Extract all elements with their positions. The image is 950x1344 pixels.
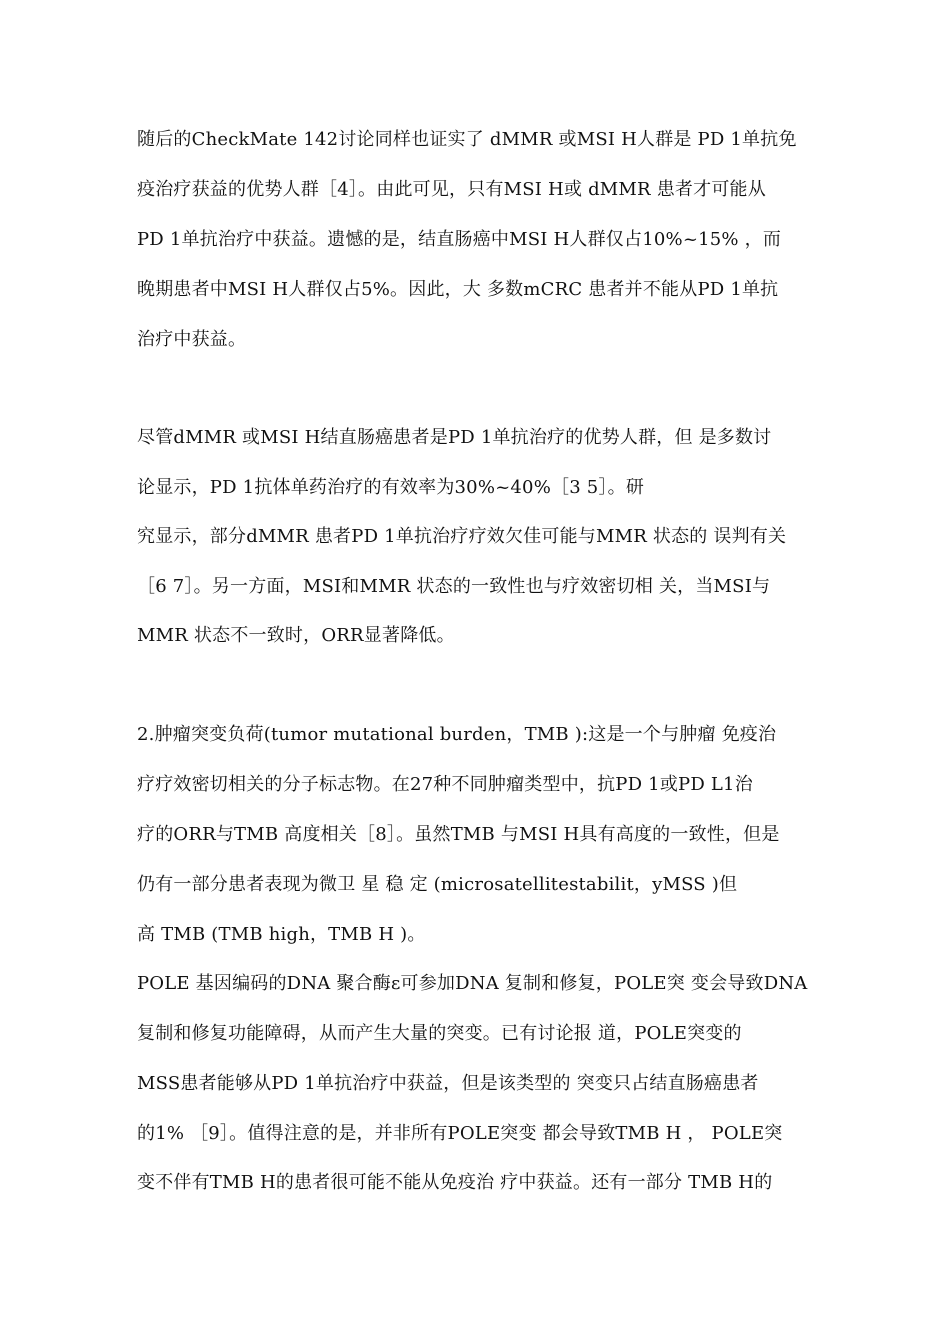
p4-line-3: MSS患者能够从PD 1单抗治疗中获益，但是该类型的 突变只占结直肠癌患者	[137, 1073, 759, 1094]
p4-line-5: 变不伴有TMB H的患者很可能不能从免疫治 疗中获益。还有一部分 TMB H的	[137, 1172, 773, 1193]
p3-line-5: 高 TMB (TMB high，TMB H )。	[137, 924, 426, 945]
p1-line-4: 晚期患者中MSI H人群仅占5%。因此，大 多数mCRC 患者并不能从PD 1单抗	[137, 279, 779, 300]
p2-line-4: ［6 7］。另一方面，MSI和MMR 状态的一致性也与疗效密切相 关，当MSI与	[137, 576, 771, 597]
p2-line-2: 论显示，PD 1抗体单药治疗的有效率为30%~40%［3 5］。研	[137, 477, 645, 498]
p4-line-2: 复制和修复功能障碍，从而产生大量的突变。已有讨论报 道，POLE突变的	[137, 1023, 742, 1044]
p3-line-2: 疗疗效密切相关的分子标志物。在27种不同肿瘤类型中，抗PD 1或PD L1治	[137, 774, 753, 795]
p1-line-2: 疫治疗获益的优势人群［4］。由此可见，只有MSI H或 dMMR 患者才可能从	[137, 179, 766, 200]
p1-line-5: 治疗中获益。	[137, 329, 247, 350]
p1-line-3: PD 1单抗治疗中获益。遗憾的是，结直肠癌中MSI H人群仅占10%~15% ，而	[137, 229, 782, 250]
p1-line-1: 随后的CheckMate 142讨论同样也证实了 dMMR 或MSI H人群是 PD 1单抗免	[137, 129, 797, 150]
p2-line-1: 尽管dMMR 或MSI H结直肠癌患者是PD 1单抗治疗的优势人群，但 是多数讨	[137, 427, 772, 448]
p4-line-4: 的1% ［9］。值得注意的是，并非所有POLE突变 都会导致TMB H ， POLE突	[137, 1123, 783, 1144]
p3-line-3: 疗的ORR与TMB 高度相关［8］。虽然TMB 与MSI H具有高度的一致性，但是	[137, 824, 780, 845]
p2-line-3: 究显示，部分dMMR 患者PD 1单抗治疗疗效欠佳可能与MMR 状态的 误判有关	[137, 526, 787, 547]
p2-line-5: MMR 状态不一致时，ORR显著降低。	[137, 625, 455, 646]
p3-line-1: 2.肿瘤突变负荷(tumor mutational burden，TMB ):这是一个与肿瘤 免疫治	[137, 724, 777, 745]
p4-line-1: POLE 基因编码的DNA 聚合酶ε可参加DNA 复制和修复，POLE突 变会导致DNA	[137, 973, 808, 994]
p3-line-4: 仍有一部分患者表现为微卫 星 稳 定 (microsatellitestabilit，yMSS )但	[137, 874, 738, 895]
